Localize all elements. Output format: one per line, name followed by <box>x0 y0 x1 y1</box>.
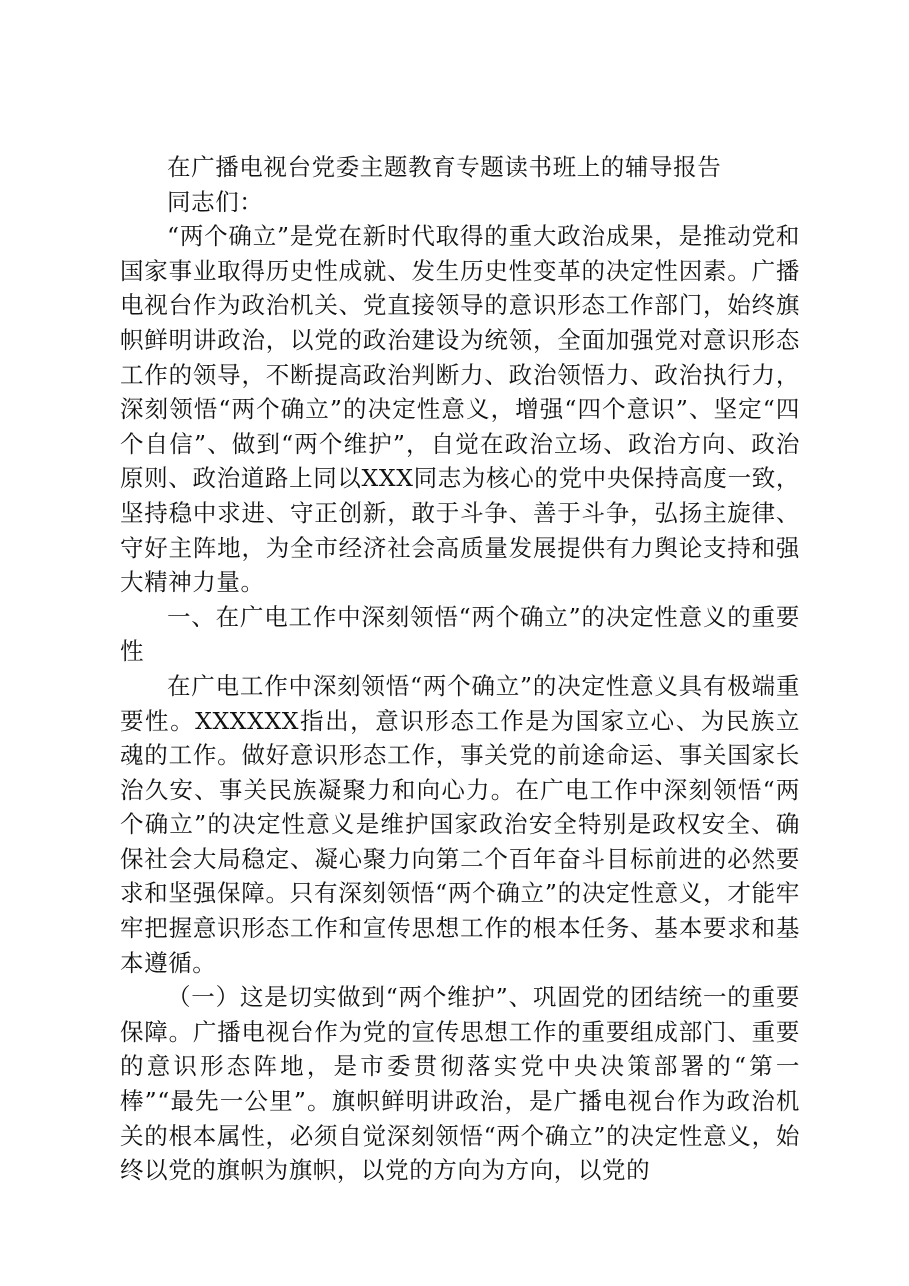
paragraph-subsection-1: （一）这是切实做到“两个维护”、巩固党的团结统一的重要保障。广播电视台作为党的宣传思想工作的重要组成部门、重要的意识形态阵地，是市委贯彻落实党中央决策部署的“第一棒”“最先一公里”。旗帜鲜明讲政治，是广播电视台作为政治机关的根本属性，必须自觉深刻领悟“两个确立”的决定性意义，始终以党的旗帜为旗帜，以党的方向为方向，以党的 <box>120 983 800 1185</box>
paragraph-section-1: 在广电工作中深刻领悟“两个确立”的决定性意义具有极端重要性。XXXXXX指出，意识形态工作是为国家立心、为民族立魂的工作。做好意识形态工作，事关党的前途命运、事关国家长治久安、事关民族凝聚力和向心力。在广电工作中深刻领悟“两个确立”的决定性意义是维护国家政治安全特别是政权安全、确保社会大局稳定、凝心聚力向第二个百年奋斗目标前进的必然要求和坚强保障。只有深刻领悟“两个确立”的决定性意义，才能牢牢把握意识形态工作和宣传思想工作的根本任务、基本要求和基本遵循。 <box>120 671 800 977</box>
section-heading-1: 一、在广电工作中深刻领悟“两个确立”的决定性意义的重要性 <box>120 602 800 666</box>
paragraph-intro: “两个确立”是党在新时代取得的重大政治成果，是推动党和国家事业取得历史性成就、发生历史性变革的决定性因素。广播电视台作为政治机关、党直接领导的意识形态工作部门，始终旗帜鲜明讲政治，以党的政治建设为统领，全面加强党对意识形态工作的领导，不断提高政治判断力、政治领悟力、政治执行力，深刻领悟“两个确立”的决定性意义，增强“四个意识”、坚定“四个自信”、做到“两个维护”，自觉在政治立场、政治方向、政治原则、政治道路上同以XXX同志为核心的党中央保持高度一致，坚持稳中求进、守正创新，敢于斗争、善于斗争，弘扬主旋律、守好主阵地，为全市经济社会高质量发展提供有力舆论支持和强大精神力量。 <box>120 222 800 597</box>
document-title: 在广播电视台党委主题教育专题读书班上的辅导报告 <box>167 153 722 181</box>
document-body <box>120 150 800 1188</box>
salutation: 同志们： <box>167 187 264 216</box>
